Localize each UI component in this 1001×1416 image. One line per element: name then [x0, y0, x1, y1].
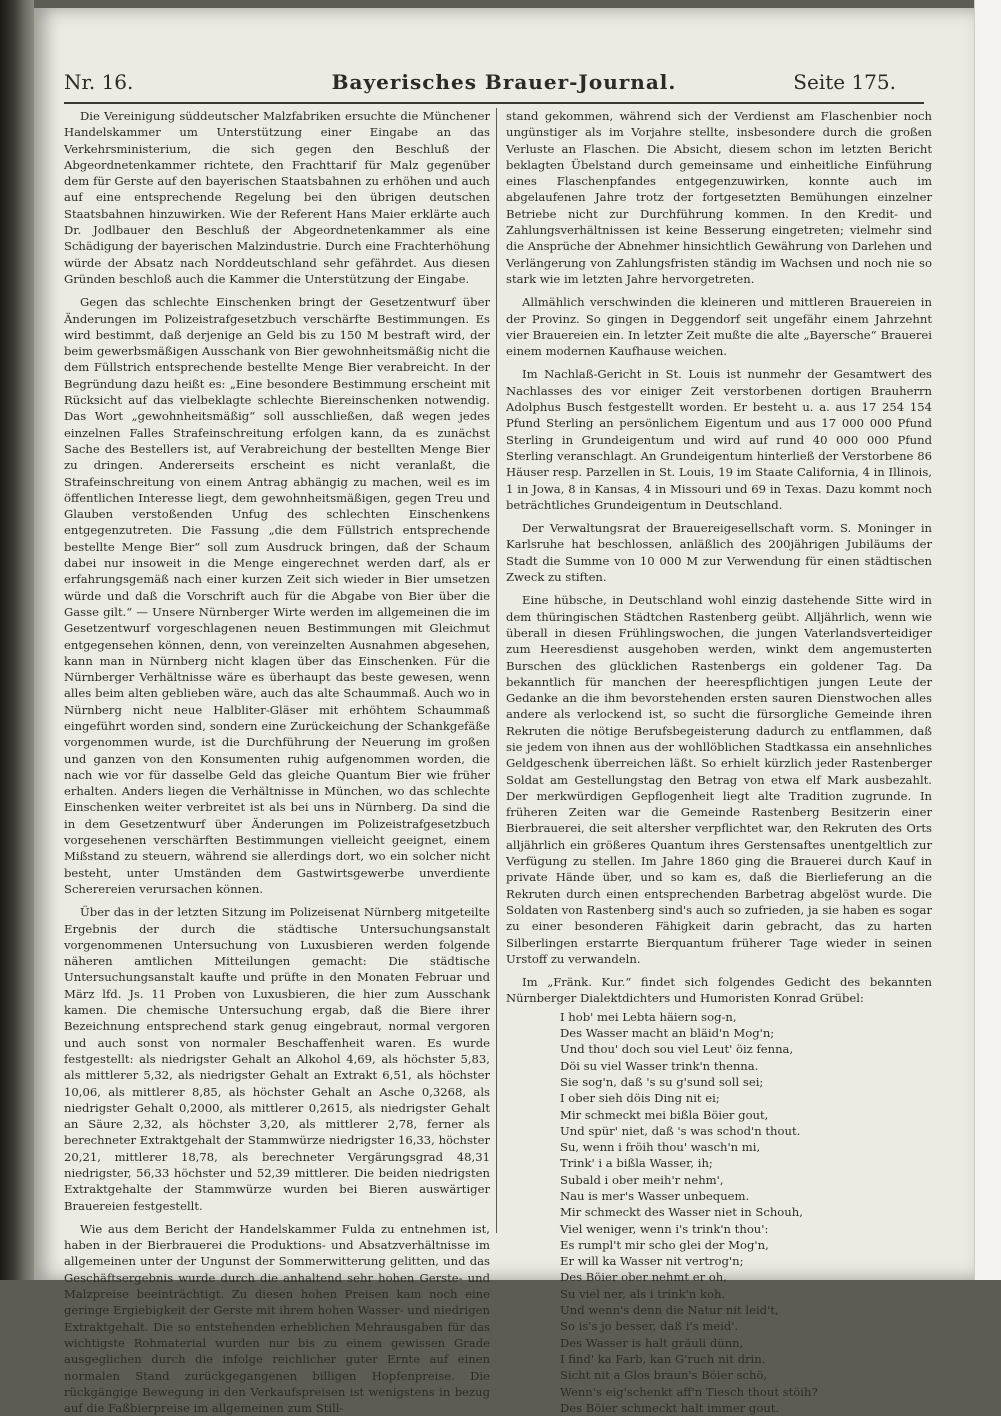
article-moninger: Der Verwaltungsrat der Brauereigesellschaft vorm. S. Moninger in Karlsruhe hat beschlossen, anläßlich des 200jährigen Jubiläums der Stadt die Summe von 10 000 M zur Verwendung für einen städtischen Zweck zu stiften. [506, 521, 932, 585]
journal-page [34, 8, 974, 1416]
article-rastenberg: Eine hübsche, in Deutschland wohl einzig dastehende Sitte wird in dem thüringischen Städtchen Rastenberg geübt. Alljährlich, wenn wie überall in diesen Frühlingswochen, die jungen Vaterlandsverteidiger zum Heeresdienst ausgehoben werden, winkt dem angemusterten Burschen des glücklichen Rastenbergs ein goldener Tag. Da bekanntlich für manchen der heerespflichtigen jungen Leute der Gedanke an die ihm bevorstehenden ersten sauren Dienstwochen alles andere als verlockend ist, so sucht die fürsorgliche Gemeinde ihren Rekruten die nötige Berufsbegeisterung dadurch zu entflammen, daß sie jedem von ihnen aus der wohllöblichen Stadtkassa ein ansehnliches Geldgeschenk überreichen läßt. So erhielt kürzlich jeder Rastenberger Soldat am Gestellungstag den Betrag von etwa elf Mark ausbezahlt. Der merkwürdigen Gepflogenheit liegt alte Tradition zugrunde. In früheren Zeiten war die Gemeinde Rastenberg Besitzerin einer Bierbrauerei, die seit altersher verpflichtet war, den Rekruten des Orts alljährlich ein größeres Quantum ihres Gerstensaftes unentgeltlich zur Verfügung zu stellen. Im Jahre 1860 ging die Brauerei durch Kauf in private Hände über, und so kam es, daß die Bierlieferung an die Rekruten durch einen entsprechenden Barbetrag abgelöst wurde. Die Soldaten von Rastenberg sind's auch so zufrieden, ja sie haben es sogar zu einer besonderen Fähigkeit darin gebracht, das zu harten Silberlingen erstarrte Bierquantum früherer Tage wieder in seinen Urstoff zu verwandeln. [506, 593, 932, 966]
article-gedicht-intro: Im „Fränk. Kur.“ findet sich folgendes Gedicht des bekannten Nürnberger Dialektdichters und Humoristen Konrad Grübel: [506, 975, 932, 1006]
poem-line: I ober sieh döis Ding nit ei; [560, 1091, 720, 1106]
poem-line: Wenn's eig'schenkt aff'n Tiesch thout stöih? [560, 1384, 818, 1399]
poem-line: So is's jo besser, daß i's meid'. [560, 1319, 739, 1334]
poem-line: Subald i ober meih'r nehm', [560, 1172, 724, 1187]
poem-line: Mir schmeckt des Wasser niet in Schouh, [560, 1205, 803, 1220]
article-fulda: Wie aus dem Bericht der Handelskammer Fulda zu entnehmen ist, haben in der Bierbrauerei die Produktions- und Absatzverhältnisse im allgemeinen unter der Ungunst der Sommerwitterung gelitten, und das Geschäftsergebnis wurde durch die anhaltend sehr hohen Gerste- und Malzpreise beeinträchtigt. Zu diesen hohen Preisen kam noch eine geringe Ergiebigkeit der Gerste mit ihrem hohen Wasser- und niedrigen Extraktgehalt. Die so entstehenden erheblichen Mehrausgaben für das wichtigste Rohmaterial wurden nur bis zu einem gewissen Grade ausgeglichen durch die infolge reichlicher guter Ernte auf einen normalen Stand zurückgegangenen billigen Hopfenpreise. Die rückgängige Bewegung in den Verkaufspreisen ist wenigstens in bezug auf die Faßbierpreise im allgemeinen zum Still- [64, 1221, 490, 1416]
article-fulda-continued: stand gekommen, während sich der Verdienst am Flaschenbier noch ungünstiger als im Vorjahre stellte, insbesondere durch die großen Verluste an Flaschen. Die Absicht, diesem schon im letzten Bericht beklagten Übelstand durch gemeinsame und einheitliche Einführung eines Flaschenpfandes entgegenzuwirken, konnte auch im abgelaufenen Jahre trotz der fortgesetzten Bemühungen einzelner Betriebe nicht zur Durchführung kommen. In den Kredit- und Zahlungsverhältnissen ist keine Besserung eingetreten; vielmehr sind die Ansprüche der Abnehmer hinsichtlich Gewährung von Darlehen und Verlängerung von Zahlungsfristen ständig im Wachsen und noch nie so stark wie im letzten Jahre hervorgetreten. [506, 109, 932, 286]
poem-line: Des Wasser macht an bläid'n Mog'n; [560, 1026, 775, 1041]
poem-line: Des Böier ober nehmt er oh, [560, 1270, 727, 1285]
poem-line: I find' ka Farb, kan G'ruch nit drin. [560, 1351, 766, 1366]
header-rule [64, 102, 924, 104]
article-deggendorf: Allmählich verschwinden die kleineren und mittleren Brauereien in der Provinz. So gingen in Deggendorf seit ungefähr einem Jahrzehnt vier Brauereien ein. In letzter Zeit mußte die alte „Bayersche“ Brauerei einem modernen Kaufhause weichen. [506, 295, 932, 359]
right-column [506, 108, 932, 1416]
poem-line: Su, wenn i fröih thou' wasch'n mi, [560, 1140, 761, 1155]
poem-line: Und thou' doch sou viel Leut' öiz fenna, [560, 1042, 794, 1057]
poem-line: Trink' i a bißla Wasser, ih; [560, 1156, 713, 1171]
poem-line: Es rumpl't mir scho glei der Mog'n, [560, 1237, 769, 1252]
poem-line: Mir schmeckt mei bißla Böier gout, [560, 1107, 769, 1122]
poem-line: Des Wasser is halt gräuli dünn, [560, 1335, 744, 1350]
article-luxusbiere: Über das in der letzten Sitzung im Polizeisenat Nürnberg mitgeteilte Ergebnis der durch die städtische Untersuchungsanstalt vorgenommenen Untersuchung von Luxusbieren werden folgende näheren amtlichen Mitteilungen gemacht: Die städtische Untersuchungsanstalt kaufte und prüfte in den Monaten Februar und März lfd. Js. 11 Proben von Luxusbieren, die hier zum Ausschank kamen. Die chemische Untersuchung ergab, daß die Biere ihrer Bezeichnung entsprechend stark genug eingebraut, normal vergoren und auch sonst von normaler Beschaffenheit waren. Es wurde festgestellt: als niedrigster Gehalt an Alkohol 4,69, als höchster 5,83, als mittlerer 5,32, als niedrigster Gehalt an Extrakt 6,51, als höchster 10,06, als mittlerer 8,85, als höchster Gehalt an Asche 0,3268, als niedrigster Gehalt 0,2000, als mittlerer 0,2615, als niedrigster Gehalt an Säure 2,32, als höchster 3,20, als mittlerer 2,78, ferner als berechneter Extraktgehalt der Stammwürze niedrigster 16,33, höchster 20,21, mittlerer 18,78, als berechneter Vergärungsgrad 48,31 niedrigster, 56,33 höchster und 52,39 mittlerer. Die beiden niedrigsten Extraktgehalte der Stammwürze wurden bei Bieren auswärtiger Brauereien festgestellt. [64, 905, 490, 1213]
article-einschenken: Gegen das schlechte Einschenken bringt der Gesetzentwurf über Änderungen im Polizeistrafgesetzbuch verschärfte Bestimmungen. Es wird bestimmt, daß derjenige an Geld bis zu 150 M bestraft wird, der beim gewerbsmäßigen Ausschank von Bier gewohnheitsmäßig nicht die dem Füllstrich entsprechende bestellte Menge Bier verabreicht. In der Begründung dazu heißt es: „Eine besondere Bestimmung erscheint mit Rücksicht auf das vielbeklagte schlechte Biereinschenken notwendig. Das Wort „gewohnheitsmäßig“ soll ausschließen, daß wegen jedes einzelnen Falles Strafeinschreitung erfolgen kann, da es zunächst Sache des Bestellers ist, auf Verabreichung der bestellten Menge Bier zu dringen. Andererseits erscheint es nicht veranlaßt, die Strafeinschreitung von einem Antrag abhängig zu machen, weil es im öffentlichen Interesse liegt, dem gewohnheitsmäßigen, gegen Treu und Glauben verstoßenden Unfug des schlechten Einschenkens entgegenzutreten. Die Fassung „die dem Füllstrich entsprechende bestellte Menge Bier“ soll zum Ausdruck bringen, daß der Schaum dabei nur insoweit in die Menge eingerechnet werden darf, als er erfahrungsgemäß nach einer kurzen Zeit sich wieder in Bier umsetzen würde und daß die Vorschrift auch für die Abgabe von Bier über die Gasse gilt.“ — Unsere Nürnberger Wirte werden im allgemeinen die im Gesetzentwurf vorgeschlagenen neuen Bestimmungen mit Gleichmut entgegensehen können, denn, von vereinzelten Ausnahmen abgesehen, kann man in Nürnberg nicht klagen über das Einschenken. Für die Nürnberger Verhältnisse wäre es überhaupt das beste gewesen, wenn alles beim alten geblieben wäre, auch das alte Schaummaß. Auch wo in Nürnberg nicht neue Halbliter-Gläser mit erhöhtem Schaummaß eingeführt worden sind, sondern eine Zurückeichung der Schankgefäße vorgenommen wurde, ist die Durchführung der Neuerung im großen und ganzen von den Konsumenten ruhig aufgenommen worden, die nach wie vor für dasselbe Geld das gleiche Quantum Bier wie früher erhalten. Anders liegen die Verhältnisse in München, wo das schlechte Einschenken weiter verbreitet ist als bei uns in Nürnberg. Da sind die in dem Gesetzentwurf über Änderungen im Polizeistrafgesetzbuch vorgesehenen verschärften Bestimmungen vielleicht geeignet, einem Mißstand zu steuern, während sie allerdings dort, wo ein solcher nicht besteht, unter Umständen dem Gastwirtsgewerbe unverdiente Scherereien verursachen können. [64, 295, 490, 896]
issue-number: Nr. 16. [64, 70, 134, 94]
poem [560, 1009, 932, 1416]
book-binding [0, 0, 34, 1280]
poem-line: Sie sog'n, daß 's su g'sund soll sei; [560, 1074, 764, 1089]
page-number: Seite 175. [793, 70, 896, 94]
poem-line: Sicht nit a Glos braun's Böier schö, [560, 1368, 768, 1383]
left-column [64, 108, 490, 1416]
poem-line: Des Böier schmeckt halt immer gout. [560, 1400, 780, 1415]
poem-line: Er will ka Wasser nit vertrog'n; [560, 1254, 744, 1269]
poem-line: Döi su viel Wasser trink'n thenna. [560, 1058, 759, 1073]
poem-line: Viel weniger, wenn i's trink'n thou': [560, 1221, 769, 1236]
page-header [34, 70, 974, 100]
article-malzfabriken: Die Vereinigung süddeutscher Malzfabriken ersuchte die Münchener Handelskammer um Unterstützung einer Eingabe an das Verkehrsministerium, die sich gegen den Beschluß der Abgeordnetenkammer richtete, den Frachttarif für Malz gegenüber dem für Gerste auf den bayerischen Staatsbahnen zu erhöhen und auch auf eine entsprechende Regelung bei den übrigen deutschen Staatsbahnen hinzuwirken. Wie der Referent Hans Maier erklärte auch Dr. Jodlbauer den Beschluß der Abgeordnetenkammer als eine Schädigung der bayerischen Malzindustrie. Durch eine Frachterhöhung würde der Absatz nach Norddeutschland sehr gefährdet. Aus diesen Gründen beschloß auch die Kammer die Unterstützung der Eingabe. [64, 109, 490, 286]
column-divider [496, 108, 497, 1233]
journal-title: Bayerisches Brauer-Journal. [331, 70, 677, 94]
poem-line: Nau is mer's Wasser unbequem. [560, 1189, 750, 1203]
page-edge [974, 0, 1001, 1280]
poem-line: Und wenn's denn die Natur nit leid't, [560, 1303, 779, 1318]
poem-line: Su viel ner, als i trink'n koh. [560, 1286, 726, 1301]
poem-line: Und spür' niet, daß 's was schod'n thout. [560, 1123, 801, 1138]
article-busch: Im Nachlaß-Gericht in St. Louis ist nunmehr der Gesamtwert des Nachlasses des vor einiger Zeit verstorbenen dortigen Brauherrn Adolphus Busch festgestellt worden. Er besteht u. a. aus 17 254 154 Pfund Sterling an persönlichem Eigentum und aus 17 000 000 Pfund Sterling in Grundeigentum und wird auf rund 40 000 000 Pfund Sterling veranschlagt. An Grundeigentum hinterließ der Verstorbene 86 Häuser resp. Parzellen in St. Louis, 19 im Staate California, 4 in Illinois, 1 in Jowa, 8 in Kansas, 4 in Missouri und 69 in Texas. Dazu kommt noch beträchtliches Grundeigentum in Deutschland. [506, 367, 932, 512]
poem-line: I hob' mei Lebta häiern sog-n, [560, 1009, 737, 1024]
